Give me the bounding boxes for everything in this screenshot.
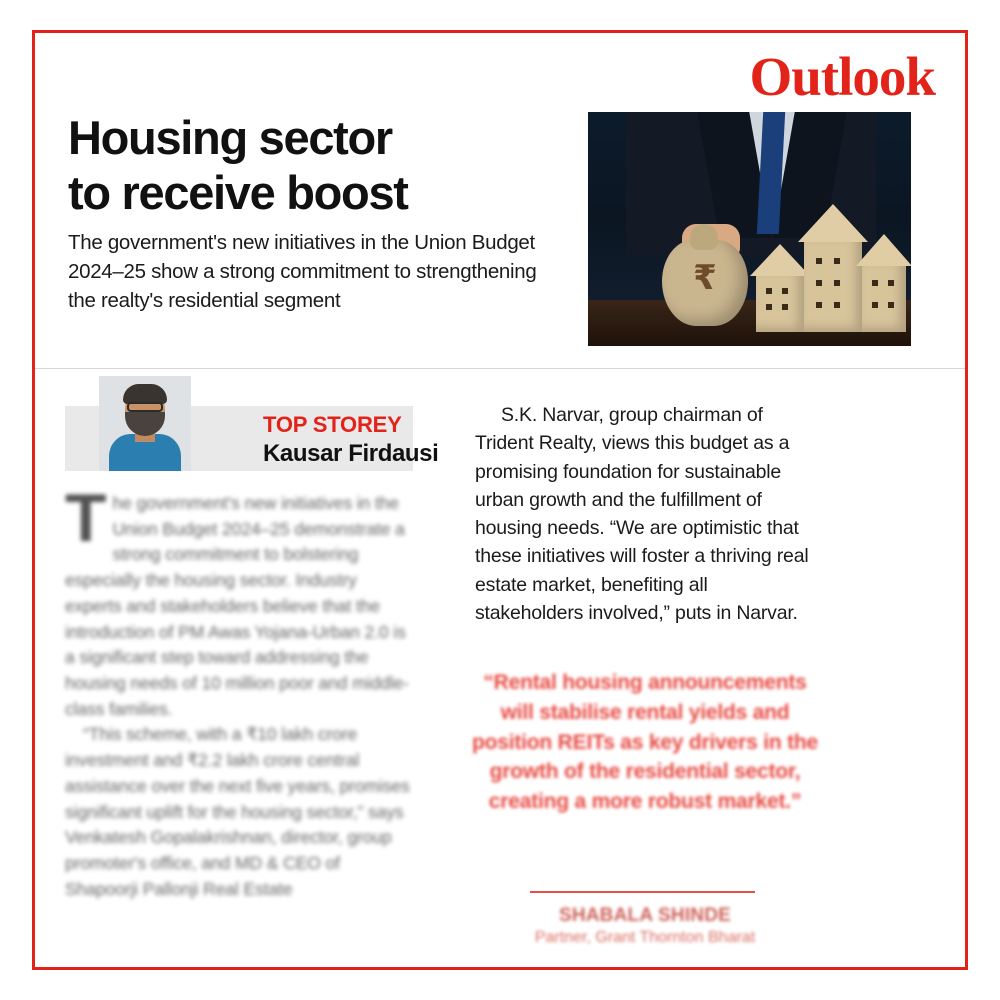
house-window	[816, 258, 822, 264]
pull-quote-attribution-role: Partner, Grant Thornton Bharat	[534, 929, 756, 946]
house-window	[834, 302, 840, 308]
house-window	[766, 288, 772, 294]
right-column-paragraph-1: S.K. Narvar, group chairman of Trident Realty, views this budget as a promising foundation for sustainable urban growth and the fulfillment of housing needs. “We are optimistic that these initiatives will foster a thriving real estate market, benefiting all stakeholders involved,” puts in Narvar.	[475, 404, 809, 624]
house-window	[834, 258, 840, 264]
headline-line-2: to receive boost	[68, 165, 408, 219]
house-model-2	[804, 240, 862, 332]
house-window	[872, 302, 878, 308]
pull-quote-attribution-name: SHABALA SHINDE	[558, 905, 732, 926]
house-roof-3-icon	[856, 234, 911, 266]
left-column-paragraph-1-text: he government's new initiatives in the Union Budget 2024–25 demonstrate a strong commitment to bolstering especially the housing sector. Industry experts and stakeholders believe that the introduction of PM Awas Yojana-Urban 2.0 is a significant step toward addressing the housing needs of 10 million poor and middle-class families.	[65, 493, 409, 719]
house-window	[888, 280, 894, 286]
section-divider	[35, 368, 965, 369]
avatar-hair-shape	[123, 384, 167, 404]
money-bag-knot-shape	[690, 224, 718, 250]
pull-quote-text: “Rental housing announcements will stabilise rental yields and position REITs as key drivers in the growth of the residential sector, creating a more robust market.”	[471, 671, 819, 814]
house-model-1	[756, 274, 804, 332]
standfirst-text: The government's new initiatives in the Union Budget 2024–25 show a strong commitment to strengthening the realty's residential segment	[68, 231, 537, 313]
house-window	[782, 288, 788, 294]
left-column-paragraph-2: “This scheme, with a ₹10 lakh crore investment and ₹2.2 lakh crore central assistance over the next five years, promises significant uplift for the housing sector,” says Venkatesh Gopalakrishnan, director, group promoter's office, and MD & CEO of Shapoorji Pallonji Real Estate	[65, 724, 410, 899]
house-window	[816, 280, 822, 286]
house-window	[816, 302, 822, 308]
house-window	[782, 304, 788, 310]
house-window	[834, 280, 840, 286]
pull-quote-divider	[530, 891, 755, 893]
headline-line-1: Housing sector	[68, 111, 392, 164]
left-column-paragraph-1	[65, 480, 413, 722]
outlook-masthead-logo: Outlook	[749, 46, 935, 107]
avatar-glasses-icon	[127, 402, 163, 412]
article-right-column	[475, 401, 815, 627]
house-model-3	[862, 264, 906, 332]
house-window	[766, 304, 772, 310]
hero-image	[588, 112, 911, 346]
author-name: Kausar Firdausi	[263, 440, 439, 467]
page-title	[68, 111, 568, 220]
house-window	[872, 280, 878, 286]
drop-cap: T	[65, 480, 107, 556]
section-label: TOP STOREY	[263, 412, 402, 437]
house-roof-1-icon	[750, 244, 810, 276]
rupee-symbol-icon: ₹	[693, 258, 717, 298]
article-left-column	[65, 480, 413, 903]
house-window	[888, 302, 894, 308]
author-avatar	[99, 376, 191, 471]
page-content	[35, 33, 965, 967]
